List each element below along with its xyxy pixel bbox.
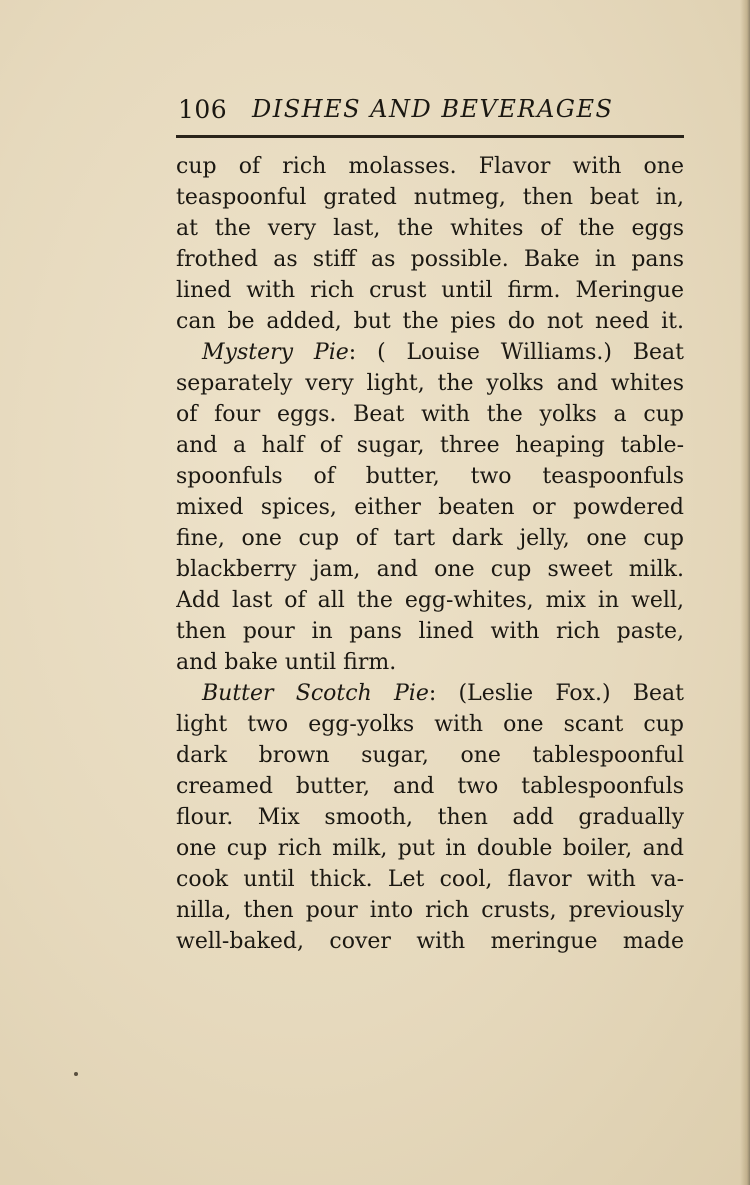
text-line: cup of rich molasses. Flavor with one (176, 154, 684, 179)
text-line: one cup rich milk, put in double boiler, and (176, 836, 684, 861)
recipe-attribution: : (Leslie Fox.) Beat (428, 681, 684, 706)
page-header (176, 93, 684, 133)
page-edge-shadow (740, 0, 750, 1185)
text-line: well-baked, cover with meringue made (176, 929, 684, 954)
text-line: creamed butter, and two tablespoonfuls (176, 774, 684, 799)
text-line: spoonfuls of butter, two teaspoonfuls (176, 464, 684, 489)
text-line: fine, one cup of tart dark jelly, one cup (176, 526, 684, 551)
text-line: frothed as stiff as possible. Bake in pans (176, 247, 684, 272)
recipe-attribution: : ( Louise Williams.) Beat (348, 340, 684, 365)
text-line: Add last of all the egg-whites, mix in well, (176, 588, 684, 613)
text-line: blackberry jam, and one cup sweet milk. (176, 557, 684, 582)
text-line: separately very light, the yolks and whites (176, 371, 684, 396)
text-line: light two egg-yolks with one scant cup (176, 712, 684, 737)
paper-speck (74, 1072, 78, 1076)
recipe-title: Mystery Pie (202, 340, 349, 365)
text-line: and a half of sugar, three heaping table- (176, 433, 684, 458)
text-line: can be added, but the pies do not need it. (176, 309, 684, 334)
text-line: teaspoonful grated nutmeg, then beat in, (176, 185, 684, 210)
header-rule (176, 135, 684, 138)
text-line: nilla, then pour into rich crusts, previously (176, 898, 684, 923)
text-line: flour. Mix smooth, then add gradually (176, 805, 684, 830)
text-line: then pour in pans lined with rich paste, (176, 619, 684, 644)
text-line: mixed spices, either beaten or powdered (176, 495, 684, 520)
text-line: cook until thick. Let cool, flavor with va- (176, 867, 684, 892)
recipe-heading-line (176, 678, 684, 709)
text-line: lined with rich crust until firm. Meringue (176, 278, 684, 303)
text-line: of four eggs. Beat with the yolks a cup (176, 402, 684, 427)
body-text (176, 151, 684, 957)
running-title: DISHES AND BEVERAGES (252, 95, 614, 123)
text-line: at the very last, the whites of the eggs (176, 216, 684, 241)
text-line: dark brown sugar, one tablespoonful (176, 743, 684, 768)
text-line: and bake until firm. (176, 650, 397, 675)
recipe-title: Butter Scotch Pie (202, 681, 429, 706)
recipe-heading-line (176, 337, 684, 368)
page-number: 106 (178, 95, 228, 124)
